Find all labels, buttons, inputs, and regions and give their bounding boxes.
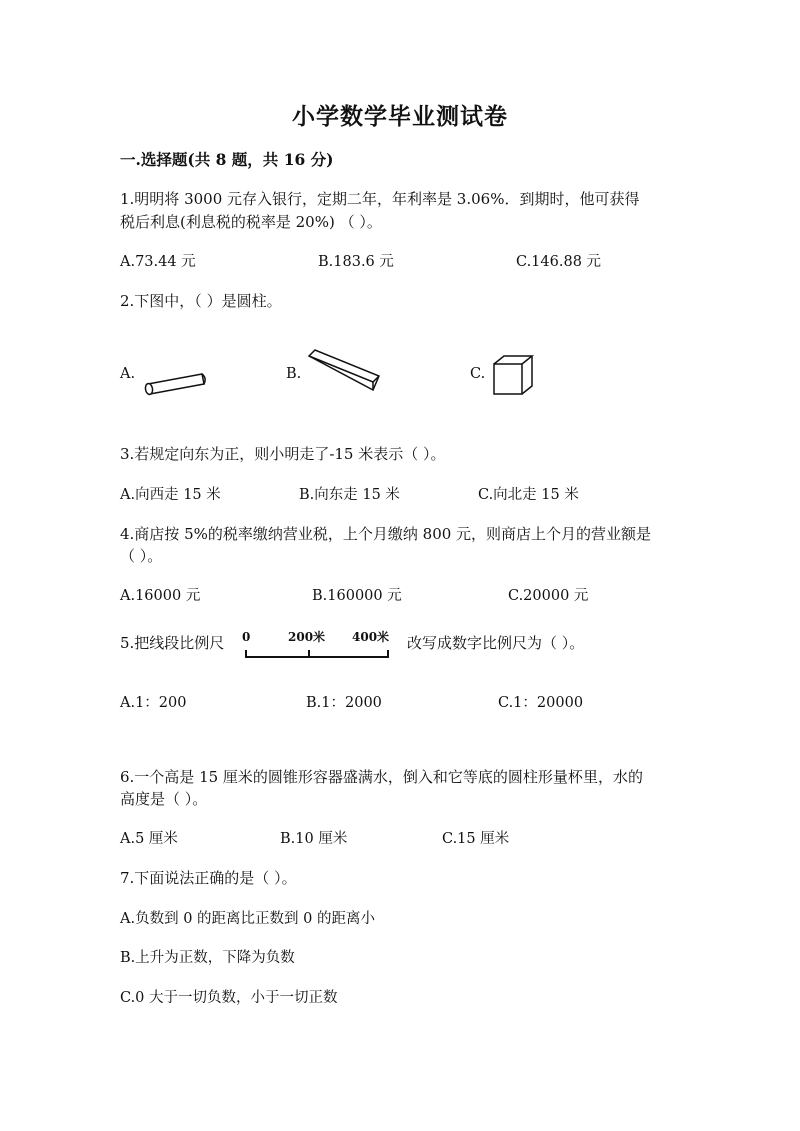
question-5-line-2: 改写成数字比例尺为（ ）。 xyxy=(407,634,585,652)
question-6-line-1: 6.一个高是 15 厘米的圆锥形容器盛满水，倒入和它等底的圆柱形量杯里，水的 xyxy=(120,768,643,786)
cylinder-rod-figure xyxy=(140,370,215,400)
question-6-option-b: B.10 厘米 xyxy=(280,831,348,847)
question-2-option-c: C. xyxy=(470,366,486,382)
line-scale-figure xyxy=(240,626,400,662)
question-7-option-b: B.上升为正数，下降为负数 xyxy=(120,950,295,966)
triangular-prism-figure xyxy=(303,348,383,398)
question-1-line-1: 1.明明将 3000 元存入银行，定期二年，年利率是 3.06%．到期时，他可获得 xyxy=(120,190,640,208)
question-3-option-b: B.向东走 15 米 xyxy=(299,487,400,503)
question-3-line-1: 3.若规定向东为正，则小明走了-15 米表示（ ）。 xyxy=(120,445,446,463)
page-title: 小学数学毕业测试卷 xyxy=(292,103,508,130)
scale-label-400: 400米 xyxy=(352,630,390,644)
question-7-option-c: C.0 大于一切负数，小于一切正数 xyxy=(120,990,338,1006)
section-header: 一.选择题(共 8 题，共 16 分) xyxy=(120,150,334,169)
question-1-option-b: B.183.6 元 xyxy=(318,254,394,270)
question-2-option-a: A. xyxy=(120,366,136,382)
question-1-option-a: A.73.44 元 xyxy=(120,254,196,270)
question-5-line-1: 5.把线段比例尺 xyxy=(120,634,225,652)
question-5-option-b: B.1：2000 xyxy=(306,695,382,711)
question-4-line-2: （ ）。 xyxy=(120,547,163,565)
question-2-option-b: B. xyxy=(286,366,302,382)
question-1-line-2: 税后利息(利息税的税率是 20%) （ ）。 xyxy=(120,213,382,231)
question-3-option-c: C.向北走 15 米 xyxy=(478,487,579,503)
question-7-option-a: A.负数到 0 的距离比正数到 0 的距离小 xyxy=(120,911,375,927)
question-6-option-a: A.5 厘米 xyxy=(120,831,178,847)
question-7-line-1: 7.下面说法正确的是（ ）。 xyxy=(120,869,297,887)
question-5-option-c: C.1：20000 xyxy=(498,695,584,711)
question-4-line-1: 4.商店按 5%的税率缴纳营业税，上个月缴纳 800 元，则商店上个月的营业额是 xyxy=(120,525,652,543)
scale-label-200: 200米 xyxy=(288,630,326,644)
question-2-line-1: 2.下图中，（ ）是圆柱。 xyxy=(120,292,282,310)
cube-figure xyxy=(492,354,534,396)
question-1-option-c: C.146.88 元 xyxy=(516,254,602,270)
question-6-line-2: 高度是（ ）。 xyxy=(120,790,208,808)
question-6-option-c: C.15 厘米 xyxy=(442,831,510,847)
question-4-option-c: C.20000 元 xyxy=(508,588,589,604)
question-5-option-a: A.1：200 xyxy=(120,695,187,711)
question-4-option-a: A.16000 元 xyxy=(120,588,201,604)
question-3-option-a: A.向西走 15 米 xyxy=(120,487,221,503)
question-4-option-b: B.160000 元 xyxy=(312,588,402,604)
scale-label-0: 0 xyxy=(242,630,251,644)
